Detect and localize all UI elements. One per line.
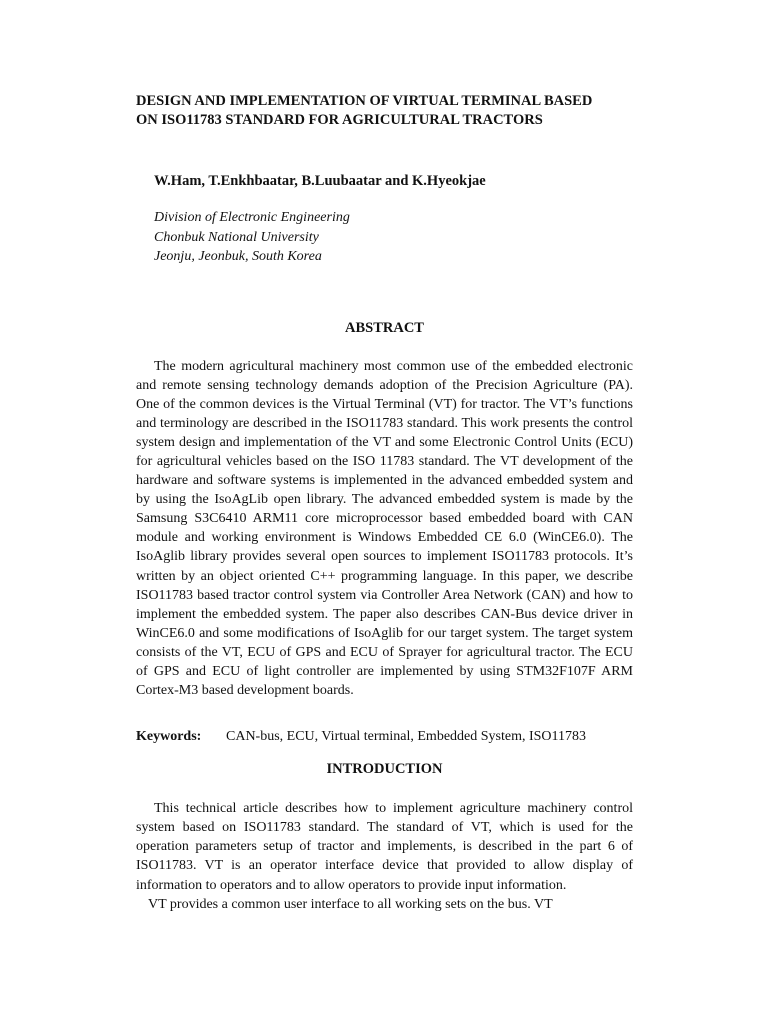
title-line-1: DESIGN AND IMPLEMENTATION OF VIRTUAL TERMINAL BASED <box>136 93 593 109</box>
keywords-list: CAN-bus, ECU, Virtual terminal, Embedded System, ISO11783 <box>226 729 587 745</box>
introduction-heading: INTRODUCTION <box>326 761 443 778</box>
keywords <box>136 727 633 746</box>
introduction-paragraph-2: VT provides a common user interface to all working sets on the bus. VT <box>148 896 553 912</box>
abstract-text: The modern agricultural machinery most common use of the embedded electronic and remote sensing technology demands adoption of the Precision Agriculture (PA). One of the common devices is the Virtual Terminal (VT) for tractor. The VT’s functions and terminology are described in the ISO11783 standard. This work presents the control system design and implementation of the VT and some Electronic Control Units (ECU) for agricultural vehicles based on the ISO 11783 standard. The VT development of the hardware and software systems is implemented in the advanced embedded system and by using the IsoAgLib open library. The advanced embedded system is made by the Samsung S3C6410 ARM11 core microprocessor based embedded board with CAN module and working environment is Windows Embedded CE 6.0 (WinCE6.0). The IsoAglib library provides several open sources to implement ISO11783 protocols. It’s written by an object oriented C++ programming language. In this paper, we describe ISO11783 based tractor control system via Controller Area Network (CAN) and how to implement the embedded system. The paper also describes CAN-Bus device driver in WinCE6.0 and some modifications of IsoAglib for our target system. The target system consists of the VT, ECU of GPS and ECU of Sprayer for agricultural tractor. The ECU of GPS and ECU of light controller are implemented by using STM32F107F ARM Cortex-M3 based development boards. <box>136 358 633 699</box>
abstract-heading: ABSTRACT <box>345 319 424 336</box>
keywords-label: Keywords: <box>136 729 202 745</box>
affiliation <box>154 208 633 267</box>
authors: W.Ham, T.Enkhbaatar, B.Luubaatar and K.Hyeokjae <box>154 173 486 189</box>
affiliation-line-2: Chonbuk National University <box>154 229 319 245</box>
introduction-paragraph-1: This technical article describes how to implement agriculture machinery control system based on ISO11783 standard. The standard of VT, which is used for the operation parameters setup of tractor and implements, is described in the part 6 of ISO11783. VT is an operator interface device that provided to allow display of information to operators and to allow operators to provide input information. <box>136 801 633 893</box>
title-line-2: ON ISO11783 STANDARD FOR AGRICULTURAL TRACTORS <box>136 112 543 128</box>
affiliation-line-3: Jeonju, Jeonbuk, South Korea <box>154 249 322 264</box>
paper-title <box>136 92 633 130</box>
affiliation-line-1: Division of Electronic Engineering <box>154 210 350 225</box>
paper-page <box>136 92 633 914</box>
